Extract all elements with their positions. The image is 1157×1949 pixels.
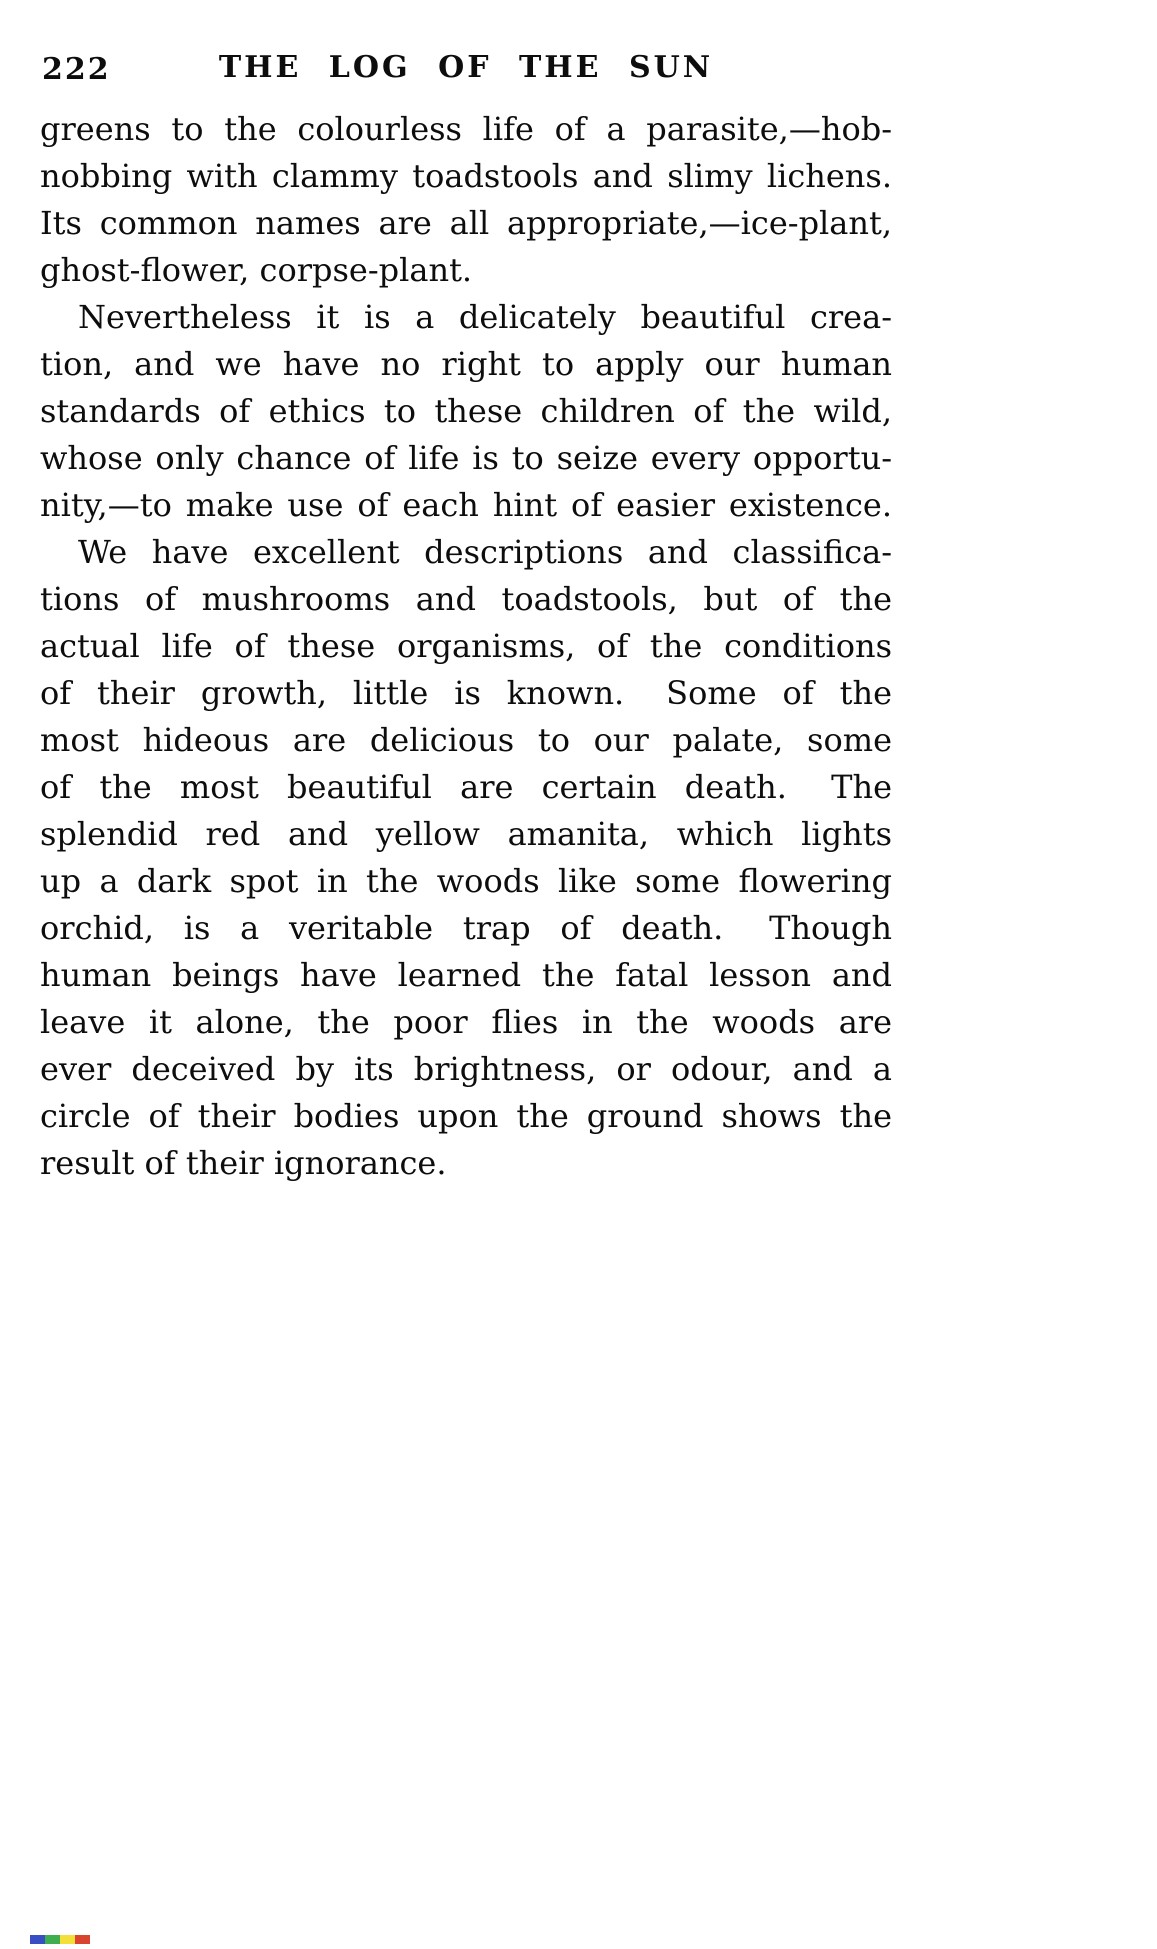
text-line: standards of ethics to these children of the wild, [40, 392, 892, 430]
scan-color-swatch [30, 1935, 45, 1944]
scan-color-swatch [45, 1935, 60, 1944]
text-line: circle of their bodies upon the ground shows the [40, 1097, 892, 1135]
page-content [40, 50, 892, 1187]
text-line: result of their ignorance. [40, 1144, 447, 1182]
text-line: tions of mushrooms and toadstools, but of the [40, 580, 892, 618]
text-line: Its common names are all appropriate,—ice-plant, [40, 204, 892, 242]
scan-color-swatch [60, 1935, 75, 1944]
page-number: 222 [42, 52, 111, 87]
text-line: We have excellent descriptions and classifica- [78, 533, 892, 571]
text-line: leave it alone, the poor flies in the woods are [40, 1003, 892, 1041]
text-line: Nevertheless it is a delicately beautiful crea- [78, 298, 892, 336]
text-line: up a dark spot in the woods like some flowering [40, 862, 892, 900]
body-text [40, 106, 892, 1187]
text-line: tion, and we have no right to apply our human [40, 345, 892, 383]
text-line: most hideous are delicious to our palate, some [40, 721, 892, 759]
text-line: of the most beautiful are certain death. The [40, 768, 892, 806]
text-line: nobbing with clammy toadstools and slimy lichens. [40, 157, 892, 195]
text-line: ghost-flower, corpse-plant. [40, 251, 473, 289]
page-header [40, 50, 892, 94]
text-line: orchid, is a veritable trap of death. Though [40, 909, 892, 947]
text-line: of their growth, little is known. Some of the [40, 674, 892, 712]
text-line: ever deceived by its brightness, or odour, and a [40, 1050, 892, 1088]
text-line: nity,—to make use of each hint of easier existence. [40, 486, 892, 524]
text-line: greens to the colourless life of a parasite,—hob- [40, 110, 892, 148]
text-line: whose only chance of life is to seize every opportu- [40, 439, 892, 477]
scan-color-bar [30, 1935, 90, 1944]
text-line: human beings have learned the fatal lesson and [40, 956, 892, 994]
running-title: THE LOG OF THE SUN [218, 50, 714, 85]
text-line: splendid red and yellow amanita, which lights [40, 815, 892, 853]
scan-color-swatch [75, 1935, 90, 1944]
text-line: actual life of these organisms, of the conditions [40, 627, 892, 665]
